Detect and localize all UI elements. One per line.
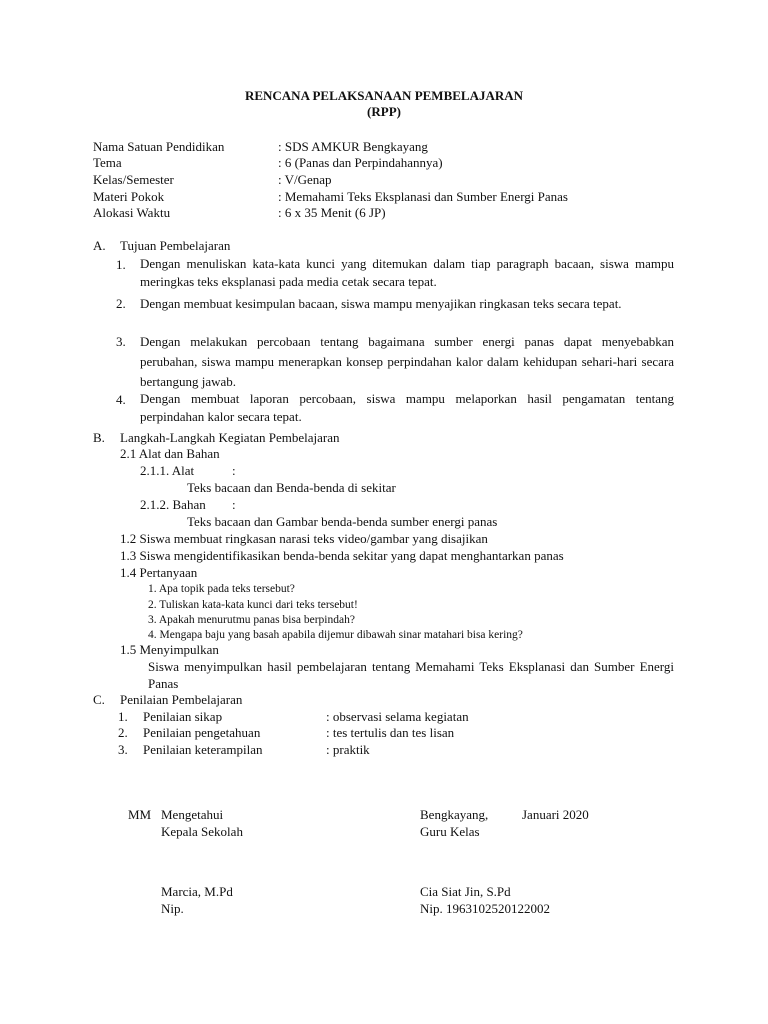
assessment-value: : tes tertulis dan tes lisan: [326, 725, 455, 740]
left-name: Marcia, M.Pd: [161, 884, 233, 899]
identity-label: Kelas/Semester: [93, 172, 174, 187]
assessment-label: Penilaian keterampilan: [143, 742, 263, 757]
subsection-heading: 2.1 Alat dan Bahan: [120, 446, 220, 461]
identity-label: Tema: [93, 155, 122, 170]
document-subtitle: (RPP): [367, 104, 401, 119]
objective-number: 3.: [116, 334, 126, 349]
question-item: 2. Tuliskan kata-kata kunci dari teks tersebut!: [148, 599, 358, 611]
objective-text: Dengan menuliskan kata-kata kunci yang ditemukan dalam tiap paragraph bacaan, siswa mampu meringkas teks eksplanasi pada media cetak secara tepat.: [140, 256, 674, 289]
section-a-letter: A.: [93, 238, 106, 253]
subsection-label: 2.1.1. Alat: [140, 463, 195, 478]
section-b-heading: Langkah-Langkah Kegiatan Pembelajaran: [120, 430, 340, 445]
assessment-label: Penilaian sikap: [143, 709, 223, 724]
identity-value: : 6 x 35 Menit (6 JP): [278, 205, 386, 220]
objective-text: Dengan membuat kesimpulan bacaan, siswa mampu menyajikan ringkasan teks secara tepat.: [140, 296, 622, 311]
identity-value: : SDS AMKUR Bengkayang: [278, 139, 428, 154]
question-item: 4. Mengapa baju yang basah apabila dijemur dibawah sinar matahari bisa kering?: [148, 629, 523, 641]
right-role: Guru Kelas: [420, 824, 480, 839]
objective-number: 4.: [116, 392, 126, 407]
left-nip: Nip.: [161, 901, 184, 916]
section-c-letter: C.: [93, 692, 105, 707]
document-title: RENCANA PELAKSANAAN PEMBELAJARAN: [244, 88, 524, 103]
left-role: Kepala Sekolah: [161, 824, 243, 839]
step-item: 1.3 Siswa mengidentifikasikan benda-benda sekitar yang dapat menghantarkan panas: [120, 548, 564, 563]
objective-number: 1.: [116, 257, 126, 272]
step-item: 1.2 Siswa membuat ringkasan narasi teks video/gambar yang disajikan: [120, 531, 488, 546]
section-a-heading: Tujuan Pembelajaran: [120, 238, 231, 253]
section-b-letter: B.: [93, 430, 105, 445]
step-item: 1.5 Menyimpulkan: [120, 642, 219, 657]
objective-text: Dengan melakukan percobaan tentang bagaimana sumber energi panas dapat menyebabkan perubahan, siswa mampu menerapkan konsep perpindahan kalor dalam kehidupan sehari-hari secara bertangung jawab.: [140, 334, 674, 389]
conclusion-text: Siswa menyimpulkan hasil pembelajaran tentang Memahami Teks Eksplanasi dan Sumber Energi Panas: [148, 659, 674, 691]
subsection-text: Teks bacaan dan Benda-benda di sekitar: [187, 480, 396, 495]
objective-text: Dengan membuat laporan percobaan, siswa mampu melaporkan hasil pengamatan tentang perpindahan kalor secara tepat.: [140, 391, 674, 424]
assessment-value: : observasi selama kegiatan: [326, 709, 469, 724]
identity-label: Alokasi Waktu: [93, 205, 171, 220]
subsection-colon: :: [232, 463, 236, 478]
right-name: Cia Siat Jin, S.Pd: [420, 884, 511, 899]
assessment-value: : praktik: [326, 742, 370, 757]
right-place: Bengkayang,: [420, 807, 489, 822]
identity-value: : 6 (Panas dan Perpindahannya): [278, 155, 443, 170]
right-date: Januari 2020: [522, 807, 589, 822]
question-item: 1. Apa topik pada teks tersebut?: [148, 583, 295, 595]
objective-number: 2.: [116, 296, 126, 311]
assessment-number: 2.: [118, 725, 128, 740]
subsection-text: Teks bacaan dan Gambar benda-benda sumber energi panas: [187, 514, 498, 529]
step-item: 1.4 Pertanyaan: [120, 565, 198, 580]
assessment-number: 1.: [118, 709, 128, 724]
question-item: 3. Apakah menurutmu panas bisa berpindah?: [148, 614, 355, 626]
left-prefix: MM: [128, 807, 152, 822]
right-nip: Nip. 1963102520122002: [420, 901, 550, 916]
identity-value: : V/Genap: [278, 172, 332, 187]
identity-label: Materi Pokok: [93, 189, 165, 204]
identity-value: : Memahami Teks Eksplanasi dan Sumber Energi Panas: [278, 189, 568, 204]
subsection-colon: :: [232, 497, 236, 512]
left-acknowledge: Mengetahui: [161, 807, 224, 822]
identity-label: Nama Satuan Pendidikan: [93, 139, 225, 154]
assessment-label: Penilaian pengetahuan: [143, 725, 261, 740]
section-c-heading: Penilaian Pembelajaran: [120, 692, 243, 707]
assessment-number: 3.: [118, 742, 128, 757]
subsection-label: 2.1.2. Bahan: [140, 497, 206, 512]
